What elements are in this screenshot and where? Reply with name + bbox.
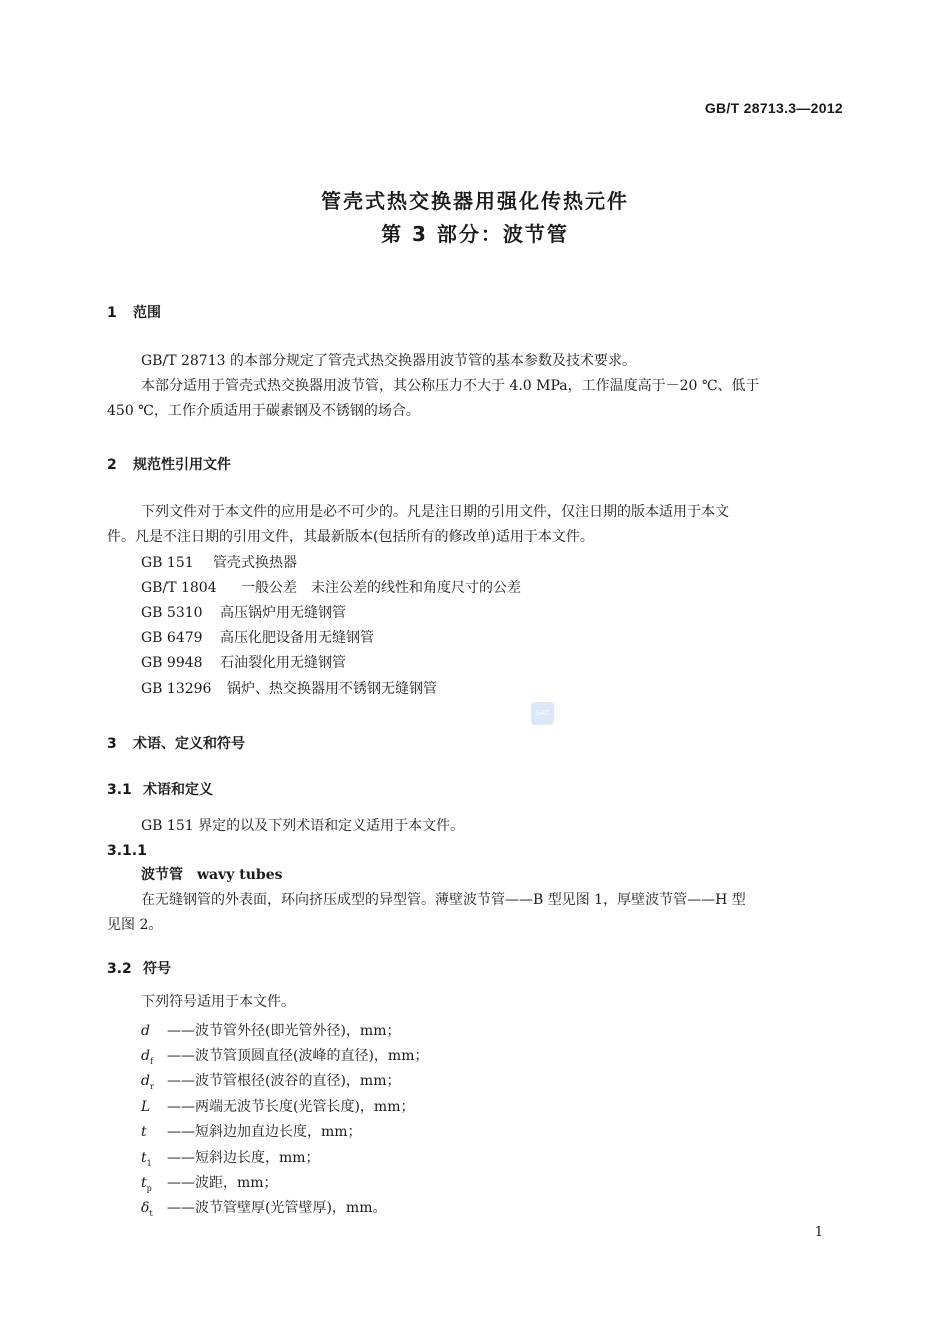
term-en: wavy tubes <box>197 867 283 883</box>
section-2-heading <box>107 454 231 474</box>
document-title: 管壳式热交换器用强化传热元件 <box>321 189 629 213</box>
section-1-heading <box>107 302 161 322</box>
reference-title: 高压化肥设备用无缝钢管 <box>220 630 374 646</box>
term-heading <box>141 863 283 888</box>
symbol-description: ——波节管顶圆直径(波峰的直径)，mm； <box>167 1048 429 1064</box>
symbol: $\delta_t$ <box>141 1200 153 1218</box>
section-number: 3.2 <box>107 961 132 977</box>
symbol: $d_r$ <box>141 1073 154 1091</box>
section-title: 符号 <box>143 961 171 977</box>
reference-code: GB 6479 <box>141 630 203 646</box>
section-3-2-heading <box>107 958 171 978</box>
symbol-description: ——波节管壁厚(光管壁厚)，mm。 <box>167 1200 387 1216</box>
symbol-entry <box>141 1096 414 1117</box>
reference-code: GB/T 1804 <box>141 580 217 596</box>
reference-item <box>141 626 374 651</box>
term-number: 3.1.1 <box>107 843 147 859</box>
symbol-entry <box>141 1020 400 1041</box>
symbol-entry <box>141 1045 428 1066</box>
section-title: 术语和定义 <box>143 782 213 798</box>
reference-item <box>141 601 346 626</box>
reference-item <box>141 677 437 702</box>
reference-code: GB 151 <box>141 555 194 571</box>
symbol: t <box>141 1124 147 1140</box>
reference-code: GB 9948 <box>141 655 203 671</box>
section-title: 规范性引用文件 <box>133 457 231 473</box>
symbol-description: ——两端无波节长度(光管长度)，mm； <box>167 1099 415 1115</box>
symbol-entry <box>141 1121 362 1142</box>
reference-title: 高压锅炉用无缝钢管 <box>220 605 346 621</box>
symbol-description: ——波距，mm； <box>167 1175 278 1191</box>
section-1-para-1: GB/T 28713 的本部分规定了管壳式热交换器用波节管的基本参数及技术要求。 <box>141 353 636 369</box>
symbol-entry <box>141 1147 320 1168</box>
section-2-para-cont: 件。凡是不注日期的引用文件，其最新版本(包括所有的修改单)适用于本文件。 <box>107 529 594 545</box>
standard-number: GB/T 28713.3—2012 <box>704 100 843 116</box>
section-number: 2 <box>107 457 117 473</box>
section-3-1-para: GB 151 界定的以及下列术语和定义适用于本文件。 <box>141 818 465 834</box>
section-1-para-2-cont: 450 ℃，工作介质适用于碳素钢及不锈钢的场合。 <box>107 403 420 419</box>
symbol-entry <box>141 1070 400 1091</box>
term-definition-cont: 见图 2。 <box>107 917 163 933</box>
sac-watermark-icon: SAC <box>531 702 554 725</box>
symbol: $d_f$ <box>141 1048 153 1066</box>
reference-title: 石油裂化用无缝钢管 <box>220 655 346 671</box>
section-2-para: 下列文件对于本文件的应用是必不可少的。凡是注日期的引用文件，仅注日期的版本适用于本文 <box>141 504 729 520</box>
section-number: 3 <box>107 736 117 752</box>
page-number: 1 <box>814 1225 823 1240</box>
symbol-entry <box>141 1197 386 1218</box>
section-number: 1 <box>107 305 117 321</box>
reference-code: GB 13296 <box>141 681 212 697</box>
reference-item <box>141 576 521 601</box>
symbol: d <box>141 1023 150 1039</box>
section-3-1-heading <box>107 779 213 799</box>
section-3-heading <box>107 733 245 753</box>
reference-title: 锅炉、热交换器用不锈钢无缝钢管 <box>227 681 437 697</box>
term-cn: 波节管 <box>141 867 183 883</box>
reference-code: GB 5310 <box>141 605 203 621</box>
document-subtitle: 第 3 部分：波节管 <box>381 222 569 246</box>
section-title: 术语、定义和符号 <box>133 736 245 752</box>
symbol: $t_1$ <box>141 1150 152 1168</box>
section-1-para-2: 本部分适用于管壳式热交换器用波节管，其公称压力不大于 4.0 MPa，工作温度高于－20 ℃、低于 <box>141 378 760 394</box>
symbol: $t_p$ <box>141 1175 152 1193</box>
reference-item <box>141 651 346 676</box>
symbol: L <box>141 1099 151 1115</box>
reference-title: 管壳式换热器 <box>213 555 297 571</box>
symbol-description: ——短斜边加直边长度，mm； <box>167 1124 362 1140</box>
symbol-description: ——短斜边长度，mm； <box>167 1150 320 1166</box>
symbol-entry <box>141 1172 278 1193</box>
term-definition: 在无缝钢管的外表面，环向挤压成型的异型管。薄壁波节管——B 型见图 1，厚壁波节管——H 型 <box>141 892 746 908</box>
reference-title: 一般公差 未注公差的线性和角度尺寸的公差 <box>241 580 521 596</box>
symbols-intro: 下列符号适用于本文件。 <box>141 994 295 1010</box>
symbol-description: ——波节管根径(波谷的直径)，mm； <box>167 1073 401 1089</box>
symbol-description: ——波节管外径(即光管外径)，mm； <box>167 1023 401 1039</box>
section-number: 3.1 <box>107 782 132 798</box>
section-title: 范围 <box>133 305 161 321</box>
reference-item <box>141 551 297 576</box>
